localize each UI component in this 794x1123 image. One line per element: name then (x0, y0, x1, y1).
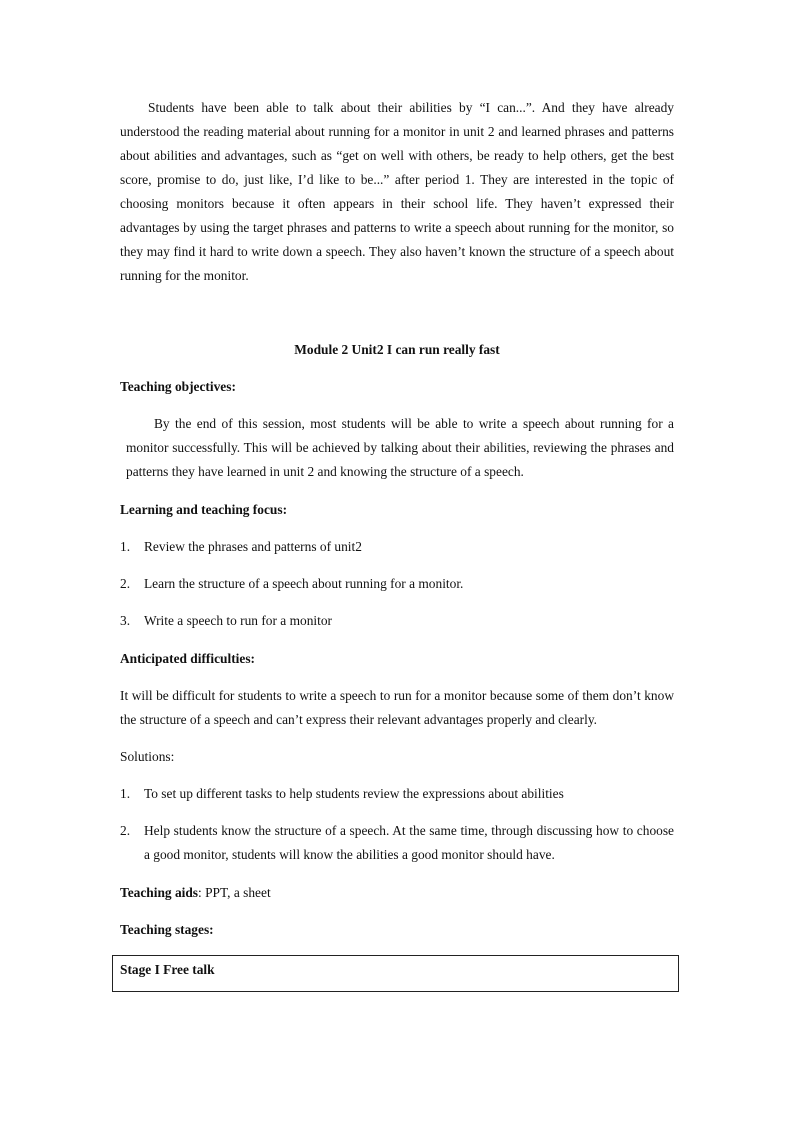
solutions-label: Solutions: (120, 749, 175, 764)
focus-item (120, 535, 674, 559)
stage-title: Stage I Free talk (120, 962, 215, 977)
solution-item (120, 819, 674, 867)
teaching-aids-value: : PPT, a sheet (198, 885, 271, 900)
focus-item-text: Write a speech to run for a monitor (144, 613, 332, 628)
focus-item-text: Review the phrases and patterns of unit2 (144, 539, 362, 554)
stages-label: Teaching stages: (120, 922, 214, 937)
focus-item (120, 609, 674, 633)
focus-item (120, 572, 674, 596)
focus-item-number: 1. (120, 539, 131, 554)
focus-item-number: 3. (120, 613, 131, 628)
solution-item-number: 2. (120, 823, 131, 838)
focus-item-text: Learn the structure of a speech about running for a monitor. (144, 576, 464, 591)
difficulties-label: Anticipated difficulties: (120, 651, 256, 666)
solution-item-text: To set up different tasks to help students review the expressions about abilities (144, 786, 564, 801)
stage-table (112, 955, 679, 992)
lesson-title: Module 2 Unit2 I can run really fast (294, 342, 500, 357)
focus-label: Learning and teaching focus: (120, 502, 288, 517)
focus-item-number: 2. (120, 576, 131, 591)
objectives-label: Teaching objectives: (120, 379, 236, 394)
teaching-aids-label: Teaching aids (120, 885, 199, 900)
objectives-text: By the end of this session, most students will be able to write a speech about running for a monitor successfully. This will be achieved by talking about their abilities, reviewing the phrases and patterns they have learned in unit 2 and knowing the structure of a speech. (126, 416, 674, 479)
teaching-aids (120, 883, 271, 903)
difficulties-text: It will be difficult for students to write a speech to run for a monitor because some of them don’t know the structure of a speech and can’t express their relevant advantages properly and clearly. (120, 688, 674, 727)
solution-item-text: Help students know the structure of a speech. At the same time, through discussing how to choose a good monitor, students will know the abilities a good monitor should have. (144, 823, 674, 862)
intro-paragraph: Students have been able to talk about their abilities by “I can...”. And they have already understood the reading material about running for a monitor in unit 2 and learned phrases and patterns about abilities and advantages, such as “get on well with others, be ready to help others, get the best score, promise to do, just like, I’d like to be...” after period 1. They are interested in the topic of choosing monitors because it often appears in their school life. They haven’t expressed their advantages by using the target phrases and patterns to write a speech about running for the monitor, so they may find it hard to write down a speech. They also haven’t known the structure of a speech about running for the monitor. (120, 100, 674, 283)
solution-item-number: 1. (120, 786, 131, 801)
solution-item (120, 782, 674, 806)
